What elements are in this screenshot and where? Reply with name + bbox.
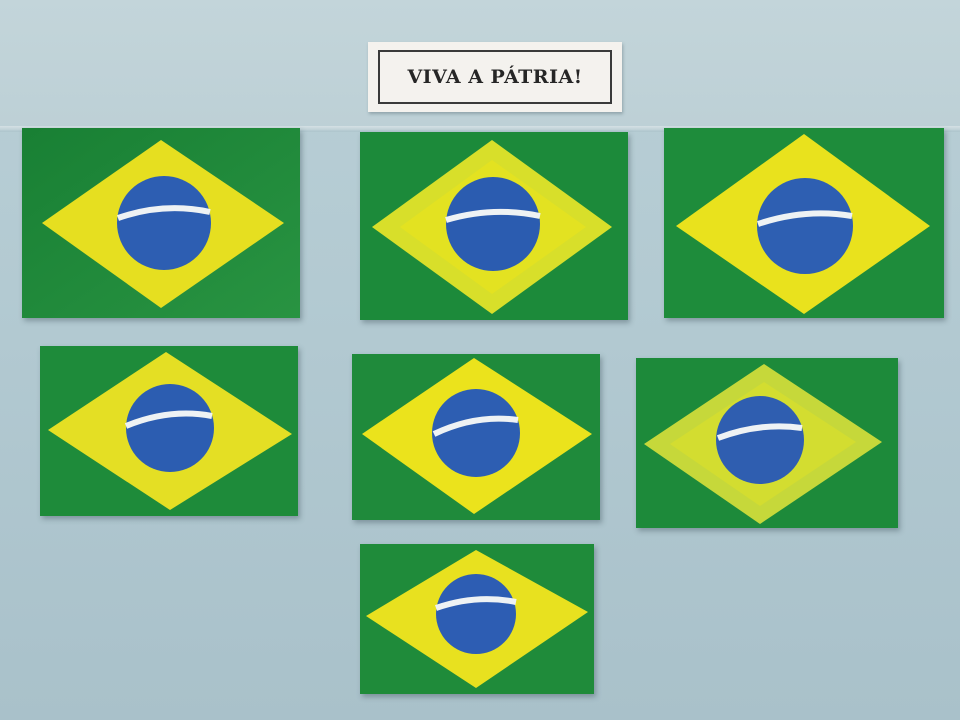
brazil-flag-5 — [352, 354, 600, 520]
brazil-flag-7 — [360, 544, 594, 694]
brazil-flag-1 — [22, 128, 300, 318]
viva-a-patria-sign — [368, 42, 622, 112]
brazil-flag-4 — [40, 346, 298, 516]
sign-text: VIVA A PÁTRIA! — [407, 66, 583, 88]
brazil-flag-3 — [664, 128, 944, 318]
sign-border — [378, 50, 612, 104]
brazil-flag-6 — [636, 358, 898, 528]
brazil-flag-2 — [360, 132, 628, 320]
